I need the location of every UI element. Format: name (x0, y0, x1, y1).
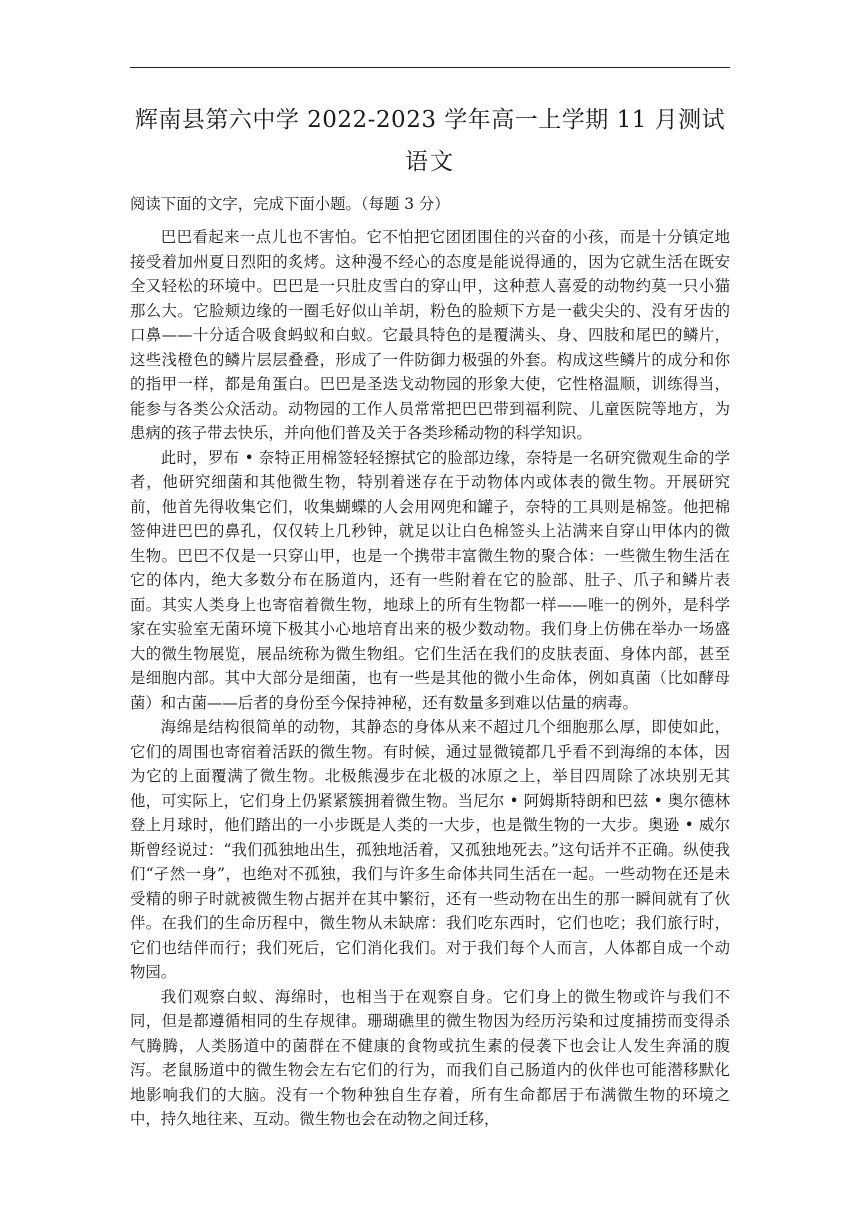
passage-paragraph-1: 巴巴看起来一点儿也不害怕。它不怕把它团团围住的兴奋的小孩，而是十分镇定地接受着加州夏日烈阳的炙烤。这种漫不经心的态度是能说得通的，因为它就生活在既安全又轻松的环境中。巴巴是一只肚皮雪白的穿山甲，这种惹人喜爱的动物约莫一只小猫那么大。它脸颊边缘的一圈毛好似山羊胡，粉色的脸颊下方是一截尖尖的、没有牙齿的口鼻——十分适合吸食蚂蚁和白蚁。它最具特色的是覆满头、身、四肢和尾巴的鳞片，这些浅橙色的鳞片层层叠叠，形成了一件防御力极强的外套。构成这些鳞片的成分和你的指甲一样，都是角蛋白。巴巴是圣迭戈动物园的形象大使，它性格温顺，训练得当，能参与各类公众活动。动物园的工作人员常常把巴巴带到福利院、儿童医院等地方，为患病的孩子带去快乐，并向他们普及关于各类珍稀动物的科学知识。 (130, 228, 730, 442)
exam-title: 辉南县第六中学 2022-2023 学年高一上学期 11 月测试 (134, 107, 726, 133)
passage-paragraph-3: 海绵是结构很简单的动物，其静态的身体从来不超过几个细胞那么厚，即使如此，它们的周围也寄宿着活跃的微生物。有时候，通过显微镜都几乎看不到海绵的本体，因为它的上面覆满了微生物。北极熊漫步在北极的冰原之上，举目四周除了冰块别无其他，可实际上，它们身上仍紧紧簇拥着微生物。当尼尔 • 阿姆斯特朗和巴兹 • 奥尔德林登上月球时，他们踏出的一小步既是人类的一大步，也是微生物的一大步。奥逊 • 威尔斯曾经说过：“我们孤独地出生，孤独地活着，又孤独地死去。”这句话并不正确。纵使我们“孑然一身”，也绝对不孤独，我们与许多生命体共同生活在一起。一些动物在还是未受精的卵子时就被微生物占据并在其中繁衍，还有一些动物在出生的那一瞬间就有了伙伴。在我们的生命历程中，微生物从未缺席：我们吃东西时，它们也吃；我们旅行时，它们也结伴而行；我们死后，它们消化我们。对于我们每个人而言，人体都自成一个动物园。 (130, 718, 730, 981)
reading-instruction: 阅读下面的文字，完成下面小题。（每题 3 分） (130, 195, 450, 213)
passage-paragraph-4: 我们观察白蚁、海绵时，也相当于在观察自身。它们身上的微生物或许与我们不同，但是都遵循相同的生存规律。珊瑚礁里的微生物因为经历污染和过度捕捞而变得杀气腾腾，人类肠道中的菌群在不健康的食物或抗生素的侵袭下也会让人发生奔涌的腹泻。老鼠肠道中的微生物会左右它们的行为，而我们自己肠道内的伙伴也可能潜移默化地影响我们的大脑。没有一个物种独自生存着，所有生命都居于布满微生物的环境之中，持久地往来、互动。微生物也会在动物之间迁移， (130, 987, 730, 1128)
passage-paragraph-2: 此时，罗布 • 奈特正用棉签轻轻擦拭它的脸部边缘，奈特是一名研究微观生命的学者，他研究细菌和其他微生物，特别着迷存在于动物体内或体表的微生物。开展研究前，他首先得收集它们，收集蝴蝶的人会用网兜和罐子，奈特的工具则是棉签。他把棉签伸进巴巴的鼻孔，仅仅转上几秒钟，就足以让白色棉签头上沾满来自穿山甲体内的微生物。巴巴不仅是一只穿山甲，也是一个携带丰富微生物的聚合体：一些微生物生活在它的体内，绝大多数分布在肠道内，还有一些附着在它的脸部、肚子、爪子和鳞片表面。其实人类身上也寄宿着微生物，地球上的所有生物都一样——唯一的例外，是科学家在实验室无菌环境下极其小心地培育出来的极少数动物。我们身上仿佛在举办一场盛大的微生物展览，展品统称为微生物组。它们生活在我们的皮肤表面、身体内部，甚至是细胞内部。其中大部分是细菌，也有一些是其他的微小生命体，例如真菌（比如酵母菌）和古菌——后者的身份至今保持神秘，还有数量多到难以估量的病毒。 (130, 448, 730, 712)
header-rule (130, 67, 730, 68)
subject-title: 语文 (405, 149, 455, 175)
reading-passage (130, 225, 730, 1132)
